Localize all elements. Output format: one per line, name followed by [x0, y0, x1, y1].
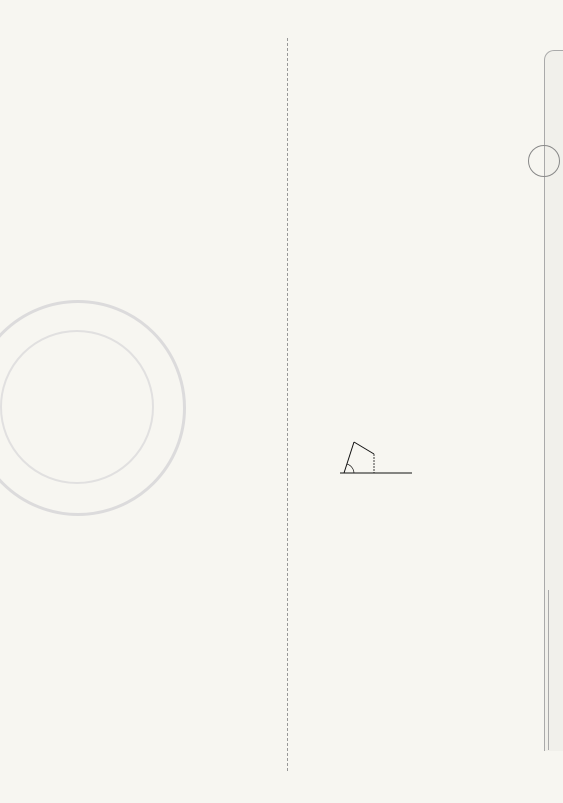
column-divider — [287, 38, 288, 771]
three-views-figure — [72, 464, 237, 536]
height-bar-chart — [58, 634, 280, 724]
seal-icon — [528, 145, 560, 177]
angle-figure — [332, 440, 432, 500]
stamp-watermark-inner — [0, 330, 154, 484]
page-edge-tab-lower — [548, 590, 563, 750]
